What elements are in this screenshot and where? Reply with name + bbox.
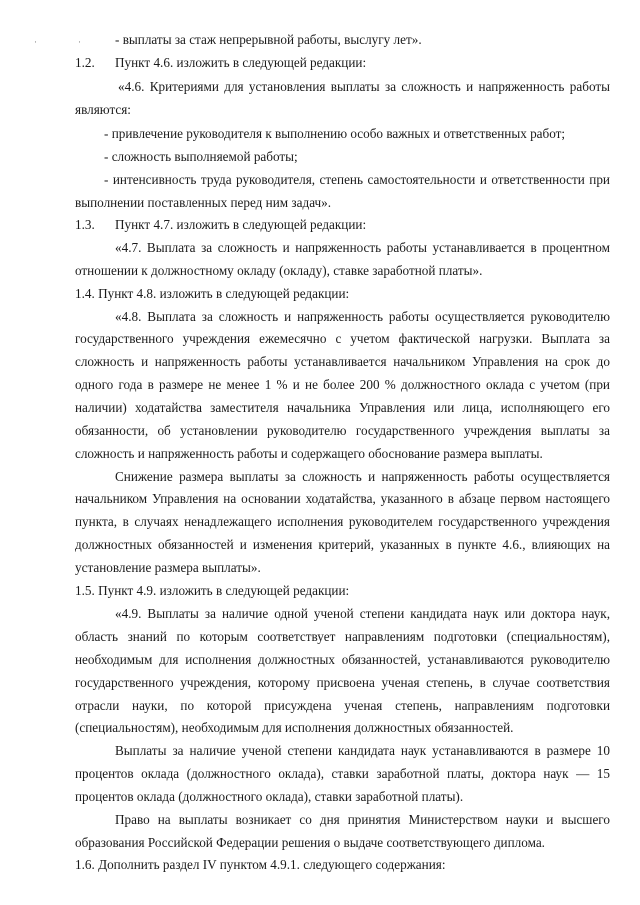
- text-line: наличии) ходатайства заместителя начальника Управления или лица, исполняющего его: [75, 400, 610, 415]
- text-line: 1.4. Пункт 4.8. изложить в следующей редакции:: [75, 286, 350, 301]
- text-line: отрасли науки, по которой присуждена ученая степень, направлениям подготовки: [75, 698, 610, 713]
- text-line: - выплаты за стаж непрерывной работы, выслугу лет».: [115, 32, 422, 47]
- text-line: «4.6. Критериями для установления выплаты за сложность и напряженность работы: [118, 79, 610, 94]
- text-line: Снижение размера выплаты за сложность и напряженность работы осуществляется: [115, 469, 610, 484]
- text-line: сложность и напряженность работы и содержащего обоснование размера выплаты.: [75, 446, 543, 461]
- scan-speck: ·: [78, 37, 81, 47]
- item-number: 1.3.: [75, 217, 95, 232]
- text-line: «4.9. Выплаты за наличие одной ученой степени кандидата наук или доктора наук,: [115, 606, 610, 621]
- text-line: государственного учреждения ежемесячно с учетом фактической нагрузки. Выплата за: [75, 331, 610, 346]
- text-line: процентов оклада (должностного оклада), ставки заработной платы).: [75, 789, 464, 804]
- text-line: одного года в размере не менее 1 % и не более 200 % должностного оклада с учетом (при: [75, 377, 610, 392]
- text-line: отношении к должностному окладу (окладу), ставке заработной платы».: [75, 263, 483, 278]
- text-line: установление размера выплаты».: [75, 560, 261, 575]
- text-line: обязанности, об установлении руководителю государственного учреждения выплаты за: [75, 423, 610, 438]
- item-text: Пункт 4.6. изложить в следующей редакции:: [115, 55, 367, 70]
- text-line: должностных обязанностей и изменения критерий, указанных в пункте 4.6., влияющих на: [75, 537, 610, 552]
- text-line: «4.7. Выплата за сложность и напряженность работы устанавливается в процентном: [115, 240, 610, 255]
- text-line: выполнении поставленных перед ним задач».: [75, 195, 332, 210]
- text-line: 1.6. Дополнить раздел IV пунктом 4.9.1. следующего содержания:: [75, 857, 446, 872]
- text-line: государственного учреждения, которому присвоена ученая степень, в случае соответствия: [75, 675, 610, 690]
- text-line: - интенсивность труда руководителя, степень самостоятельности и ответственности при: [104, 172, 610, 187]
- text-line: Выплаты за наличие ученой степени кандидата наук устанавливаются в размере 10: [115, 743, 610, 758]
- text-line: - сложность выполняемой работы;: [104, 149, 298, 164]
- text-line: - привлечение руководителя к выполнению особо важных и ответственных работ;: [104, 126, 566, 141]
- item-text: Пункт 4.7. изложить в следующей редакции:: [115, 217, 367, 232]
- text-line: [75, 52, 366, 74]
- item-number: 1.2.: [75, 55, 95, 70]
- text-line: [75, 214, 366, 236]
- text-line: область знаний по которым соответствует направлениям подготовки (специальностям),: [75, 629, 610, 644]
- scan-speck: ·: [34, 37, 37, 47]
- text-line: являются:: [75, 102, 131, 117]
- text-line: начальником Управления на основании ходатайства, указанного в абзаце первом настоящего: [75, 491, 610, 506]
- text-line: необходимым для исполнения должностных обязанностей, устанавливаются руководителю: [75, 652, 610, 667]
- text-line: 1.5. Пункт 4.9. изложить в следующей редакции:: [75, 583, 350, 598]
- text-line: пункта, в случаях ненадлежащего исполнения руководителем государственного учреждения: [75, 514, 610, 529]
- text-line: образования Российской Федерации решения о выдаче соответствующего диплома.: [75, 835, 545, 850]
- text-line: (специальностям), необходимым для исполнения должностных обязанностей.: [75, 720, 514, 735]
- text-line: процентов оклада (должностного оклада), ставки заработной платы, доктора наук — 15: [75, 766, 610, 781]
- text-line: сложность и напряженность работы устанавливается начальником Управления на срок до: [75, 354, 610, 369]
- text-line: «4.8. Выплата за сложность и напряженность работы осуществляется руководителю: [115, 309, 610, 324]
- text-line: Право на выплаты возникает со дня принятия Министерством науки и высшего: [115, 812, 610, 827]
